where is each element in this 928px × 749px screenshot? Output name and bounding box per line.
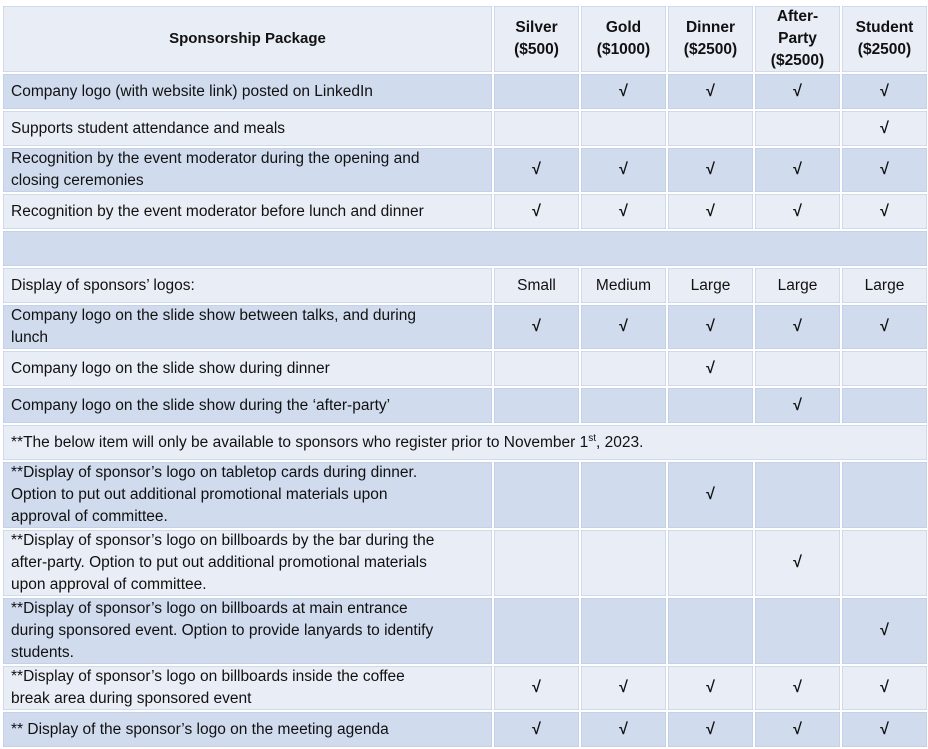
check-cell: √ [754, 665, 841, 711]
check-cell: √ [841, 110, 928, 147]
check-cell: √ [841, 711, 928, 748]
check-cell: √ [580, 304, 667, 350]
table-row [2, 147, 928, 193]
tier-afterparty-header [754, 5, 841, 73]
check-cell [493, 387, 580, 424]
table-row [2, 461, 928, 529]
tier-name: Dinner [685, 19, 736, 36]
feature-cell: Company logo on the slide show during dinner [2, 350, 493, 387]
check-cell [493, 461, 580, 529]
feature-cell: Supports student attendance and meals [2, 110, 493, 147]
tier-name-2: Party [778, 30, 817, 47]
feature-cell [2, 304, 493, 350]
check-cell: √ [841, 147, 928, 193]
tier-student-header [841, 5, 928, 73]
check-cell: √ [493, 711, 580, 748]
tier-name: Student [855, 19, 914, 36]
feature-line: during sponsored event. Option to provide lanyards to identify [11, 622, 434, 639]
check-cell: √ [841, 193, 928, 230]
check-cell: √ [667, 147, 754, 193]
check-cell [754, 110, 841, 147]
package-header: Sponsorship Package [2, 5, 493, 73]
table-row [2, 193, 928, 230]
check-cell: √ [580, 711, 667, 748]
table-row [2, 529, 928, 597]
feature-line: **Display of sponsor’s logo on billboards by the bar during the [11, 532, 435, 549]
tier-dinner-header [667, 5, 754, 73]
size-cell: Large [667, 267, 754, 304]
feature-cell [2, 665, 493, 711]
check-cell [667, 597, 754, 665]
check-cell [667, 110, 754, 147]
check-cell [580, 529, 667, 597]
check-cell: √ [841, 665, 928, 711]
check-cell [493, 110, 580, 147]
check-cell: √ [580, 193, 667, 230]
feature-line: **Display of sponsor’s logo on billboards at main entrance [11, 600, 408, 617]
check-cell: √ [754, 387, 841, 424]
check-cell: √ [667, 350, 754, 387]
tier-name: Silver [515, 19, 558, 36]
note-text: **The below item will only be available to sponsors who register prior to November 1 [11, 433, 589, 451]
feature-cell [2, 529, 493, 597]
header-row [2, 5, 928, 73]
feature-cell [2, 461, 493, 529]
feature-line: break area during sponsored event [11, 690, 252, 707]
logo-size-row [2, 267, 928, 304]
check-cell [580, 110, 667, 147]
check-cell [580, 461, 667, 529]
feature-line: Option to put out additional promotional materials upon [11, 486, 388, 503]
feature-line: upon approval of committee. [11, 576, 207, 593]
feature-cell [2, 147, 493, 193]
table-row [2, 665, 928, 711]
check-cell [754, 461, 841, 529]
check-cell: √ [667, 73, 754, 110]
size-cell: Large [841, 267, 928, 304]
check-cell: √ [493, 193, 580, 230]
check-cell: √ [580, 73, 667, 110]
table-row [2, 110, 928, 147]
tier-silver-header [493, 5, 580, 73]
table-row [2, 387, 928, 424]
check-cell: √ [754, 73, 841, 110]
feature-cell [2, 597, 493, 665]
check-cell [841, 387, 928, 424]
tier-gold-header [580, 5, 667, 73]
table-row [2, 73, 928, 110]
check-cell: √ [667, 665, 754, 711]
spacer-row [2, 230, 928, 267]
feature-line: **Display of sponsor’s logo on billboards inside the coffee [11, 668, 405, 685]
check-cell: √ [667, 461, 754, 529]
table-row [2, 350, 928, 387]
spacer-cell [2, 230, 928, 267]
feature-cell: ** Display of the sponsor’s logo on the meeting agenda [2, 711, 493, 748]
check-cell: √ [841, 73, 928, 110]
feature-line: closing ceremonies [11, 172, 144, 189]
table-row [2, 304, 928, 350]
check-cell [841, 461, 928, 529]
early-registration-note [2, 424, 928, 461]
size-cell: Medium [580, 267, 667, 304]
check-cell [580, 387, 667, 424]
feature-line: Recognition by the event moderator during the opening and [11, 150, 420, 167]
check-cell [580, 350, 667, 387]
note-superscript: st [588, 432, 596, 444]
feature-cell: Company logo on the slide show during the ‘after-party’ [2, 387, 493, 424]
check-cell: √ [493, 147, 580, 193]
check-cell: √ [493, 304, 580, 350]
check-cell [841, 350, 928, 387]
feature-cell: Recognition by the event moderator before lunch and dinner [2, 193, 493, 230]
check-cell [841, 529, 928, 597]
check-cell: √ [754, 529, 841, 597]
check-cell [493, 597, 580, 665]
feature-cell: Company logo (with website link) posted on LinkedIn [2, 73, 493, 110]
check-cell [493, 529, 580, 597]
tier-price: ($2500) [770, 52, 825, 69]
check-cell: √ [841, 597, 928, 665]
check-cell: √ [667, 711, 754, 748]
tier-price: ($1000) [596, 41, 651, 58]
feature-cell: Display of sponsors’ logos: [2, 267, 493, 304]
tier-name: Gold [605, 19, 642, 36]
check-cell: √ [580, 147, 667, 193]
tier-price: ($500) [514, 41, 559, 58]
check-cell: √ [493, 665, 580, 711]
check-cell [667, 387, 754, 424]
check-cell: √ [754, 147, 841, 193]
check-cell [580, 597, 667, 665]
tier-price: ($2500) [683, 41, 738, 58]
tier-price: ($2500) [857, 41, 912, 58]
check-cell: √ [667, 304, 754, 350]
size-cell: Large [754, 267, 841, 304]
feature-line: after-party. Option to put out additional promotional materials [11, 554, 427, 571]
check-cell: √ [667, 193, 754, 230]
sponsorship-table [1, 4, 928, 749]
feature-line: lunch [11, 329, 49, 346]
note-text-end: , 2023. [596, 433, 644, 451]
check-cell [493, 350, 580, 387]
feature-line: approval of committee. [11, 508, 168, 525]
check-cell: √ [754, 711, 841, 748]
feature-line: students. [11, 644, 74, 661]
check-cell: √ [841, 304, 928, 350]
note-row [2, 424, 928, 461]
check-cell: √ [580, 665, 667, 711]
size-cell: Small [493, 267, 580, 304]
check-cell: √ [754, 193, 841, 230]
feature-line: Company logo on the slide show between talks, and during [11, 307, 416, 324]
feature-line: **Display of sponsor’s logo on tabletop cards during dinner. [11, 464, 418, 481]
tier-name: After- [776, 8, 819, 25]
check-cell [754, 350, 841, 387]
check-cell: √ [754, 304, 841, 350]
table-row [2, 597, 928, 665]
check-cell [493, 73, 580, 110]
check-cell [667, 529, 754, 597]
table-row [2, 711, 928, 748]
check-cell [754, 597, 841, 665]
